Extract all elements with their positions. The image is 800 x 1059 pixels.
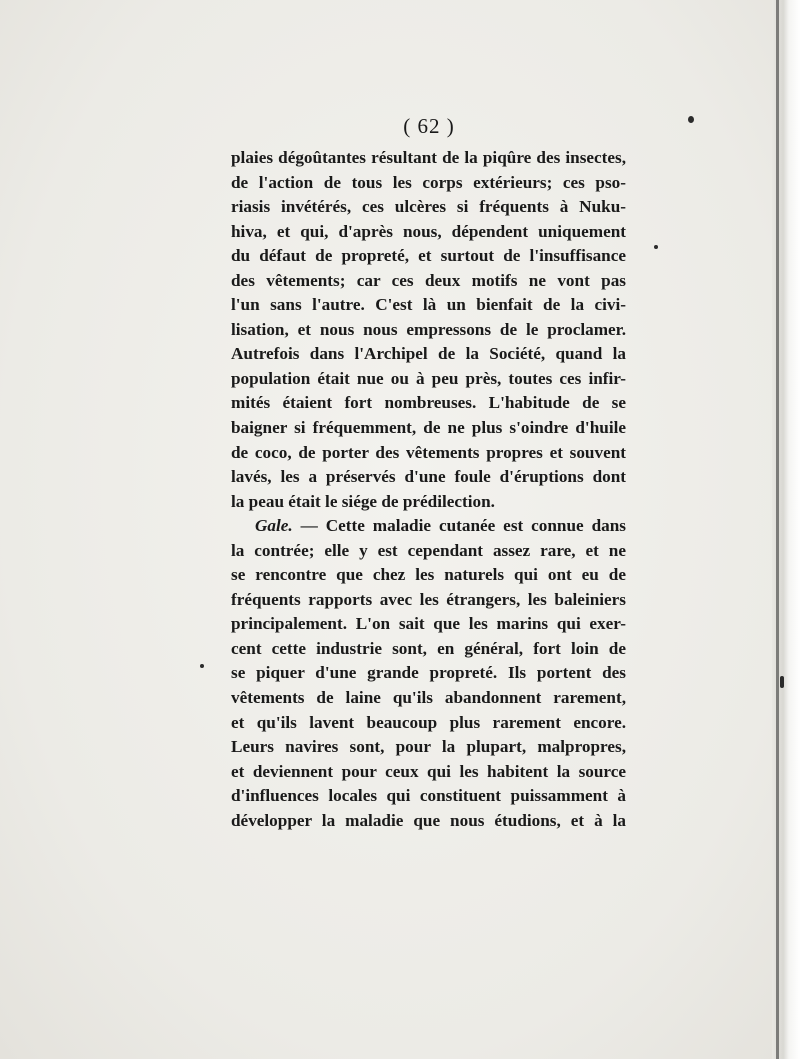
text-line: fréquents rapports avec les étrangers, les baleiniers	[231, 589, 626, 609]
text-line: principalement. L'on sait que les marins qui exer-	[231, 614, 626, 634]
text-line: riasis invétérés, ces ulcères si fréquents à Nuku-	[231, 197, 626, 217]
ink-speck	[654, 245, 658, 249]
text-line: et deviennent pour ceux qui les habitent la source	[231, 761, 626, 781]
text-line: l'un sans l'autre. C'est là un bienfait de la civi-	[231, 295, 626, 315]
text-line: la peau était le siége de prédilection.	[231, 491, 495, 511]
gale-heading: Gale.	[255, 516, 293, 536]
text-line: Autrefois dans l'Archipel de la Société, quand la	[231, 344, 626, 364]
text-line: lisation, et nous nous empressons de le proclamer.	[231, 319, 626, 339]
ink-speck	[780, 676, 784, 688]
text-line: des vêtements; car ces deux motifs ne vont pas	[231, 270, 626, 290]
text-fragment: — Cette maladie cutanée est connue dans	[292, 516, 626, 536]
text-line: de l'action de tous les corps extérieurs; ces pso-	[231, 172, 626, 192]
ink-speck	[200, 664, 204, 668]
text-line: la contrée; elle y est cependant assez rare, et ne	[231, 540, 626, 560]
text-line: mités étaient fort nombreuses. L'habitude de se	[231, 393, 626, 413]
text-line: vêtements de laine qu'ils abandonnent rarement,	[231, 688, 626, 708]
text-line: se piquer d'une grande propreté. Ils portent des	[231, 663, 626, 683]
page-binding-edge	[772, 0, 800, 1059]
text-line: du défaut de propreté, et surtout de l'insuffisance	[231, 246, 626, 266]
text-line: plaies dégoûtantes résultant de la piqûre des insectes,	[231, 148, 626, 167]
text-line: baigner si fréquemment, de ne plus s'oindre d'huile	[231, 418, 626, 438]
text-line: et qu'ils lavent beaucoup plus rarement encore.	[231, 712, 626, 732]
text-line: se rencontre que chez les naturels qui ont eu de	[231, 565, 626, 585]
body-text	[231, 146, 626, 833]
text-line: lavés, les a préservés d'une foule d'éruptions dont	[231, 467, 626, 487]
text-line: développer la maladie que nous étudions, et à la	[231, 810, 626, 830]
text-line: d'influences locales qui constituent puissamment à	[231, 786, 626, 806]
text-line: hiva, et qui, d'après nous, dépendent uniquement	[231, 221, 626, 241]
gale-paragraph-first-line	[231, 514, 626, 539]
page-number: ( 62 )	[403, 114, 455, 138]
text-line: Leurs navires sont, pour la plupart, malpropres,	[231, 737, 626, 757]
text-line: population était nue ou à peu près, toutes ces infir-	[231, 368, 626, 388]
text-line: cent cette industrie sont, en général, fort loin de	[231, 638, 626, 658]
text-line: de coco, de porter des vêtements propres et souvent	[231, 442, 626, 462]
